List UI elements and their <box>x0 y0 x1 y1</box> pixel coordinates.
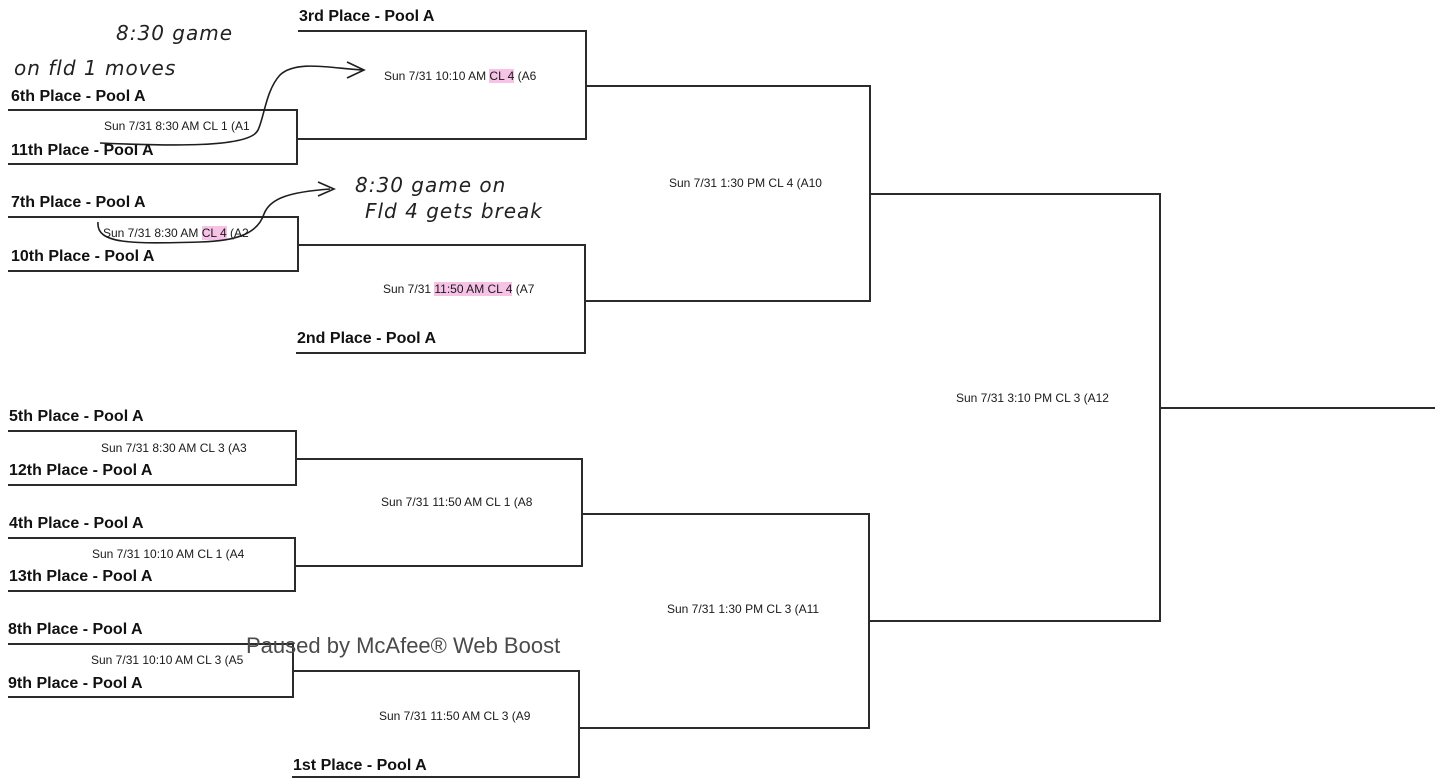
highlight-mark: CL 4 <box>489 69 515 83</box>
game-label-a11: Sun 7/31 1:30 PM CL 3 (A11 <box>667 602 820 616</box>
team-label-10th: 10th Place - Pool A <box>11 248 155 265</box>
game-label-text: (A2 <box>226 226 249 240</box>
ink-arrow <box>98 189 330 243</box>
team-label-12th: 12th Place - Pool A <box>9 462 153 479</box>
game-label-text: (A7 <box>512 282 535 296</box>
game-label-text: Sun 7/31 10:10 AM <box>384 69 490 83</box>
highlight-mark: 11:50 AM CL 4 <box>434 282 513 296</box>
game-label-a12: Sun 7/31 3:10 PM CL 3 (A12 <box>956 391 1109 405</box>
highlight-mark: CL 4 <box>201 226 227 240</box>
handwritten-note-line: 8:30 game <box>116 21 234 45</box>
game-label-a8: Sun 7/31 11:50 AM CL 1 (A8 <box>381 495 533 509</box>
team-label-9th: 9th Place - Pool A <box>8 675 143 692</box>
handwritten-note-line: Fld 4 gets break <box>365 199 543 223</box>
game-label-text: Sun 7/31 8:30 AM <box>103 226 202 240</box>
team-label-5th: 5th Place - Pool A <box>9 408 144 425</box>
game-label-a10: Sun 7/31 1:30 PM CL 4 (A10 <box>669 176 822 190</box>
game-label-text: (A6 <box>514 69 537 83</box>
team-label-11th: 11th Place - Pool A <box>11 142 154 159</box>
mcafee-paused-overlay: Paused by McAfee® Web Boost <box>246 633 561 658</box>
team-label-1st: 1st Place - Pool A <box>293 757 427 774</box>
game-label-text: Sun 7/31 <box>383 282 435 296</box>
game-label-a4: Sun 7/31 10:10 AM CL 1 (A4 <box>92 547 245 561</box>
team-label-7th: 7th Place - Pool A <box>11 194 146 211</box>
game-label-a5: Sun 7/31 10:10 AM CL 3 (A5 <box>91 653 244 667</box>
game-label-a9: Sun 7/31 11:50 AM CL 3 (A9 <box>379 709 531 723</box>
game-label-a1: Sun 7/31 8:30 AM CL 1 (A1 <box>104 119 250 133</box>
handwritten-note-line: 8:30 game on <box>355 173 507 197</box>
team-label-2nd: 2nd Place - Pool A <box>297 330 436 347</box>
team-label-3rd: 3rd Place - Pool A <box>299 8 435 25</box>
team-label-4th: 4th Place - Pool A <box>9 515 144 532</box>
ink-arrow <box>100 66 362 145</box>
handwritten-note-line: on fld 1 moves <box>14 56 177 80</box>
team-label-8th: 8th Place - Pool A <box>8 621 143 638</box>
game-label-a3: Sun 7/31 8:30 AM CL 3 (A3 <box>101 441 247 455</box>
team-label-6th: 6th Place - Pool A <box>11 88 146 105</box>
team-label-13th: 13th Place - Pool A <box>9 568 153 585</box>
